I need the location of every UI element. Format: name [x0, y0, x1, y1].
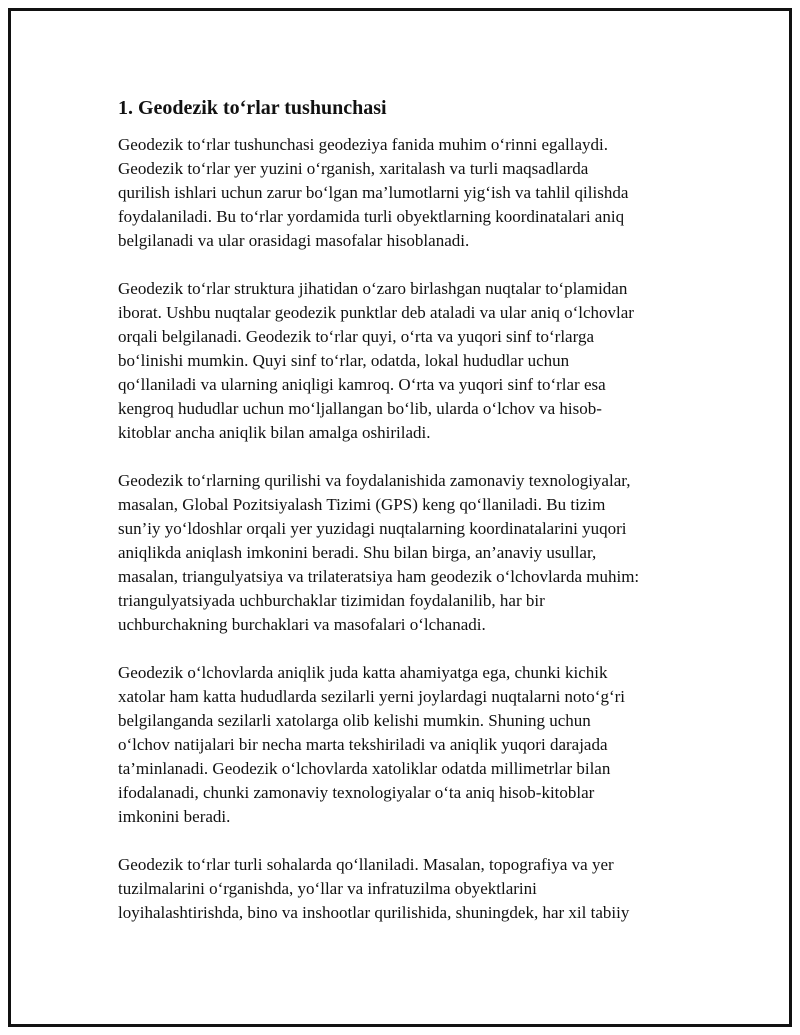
paragraph-3: Geodezik to‘rlarning qurilishi va foydalanishida zamonaviy texnologiyalar, masalan, Global Pozitsiyalash Tizimi (GPS) keng qo‘llaniladi. Bu tizim sun’iy yo‘ldoshlar orqali yer yuzidagi nuqtalarning koordinatalarini yuqori aniqlikda aniqlash imkonini beradi. Shu bilan birga, an’anaviy usullar, masalan, triangulyatsiya va trilateratsiya ham geodezik o‘lchovlarda muhim: triangulyatsiyada uchburchaklar tizimidan foydalanilib, har bir uchburchakning burchaklari va masofalari o‘lchanadi. [118, 471, 640, 634]
paragraph-4: Geodezik o‘lchovlarda aniqlik juda katta ahamiyatga ega, chunki kichik xatolar ham katta hududlarda sezilarli yerni joylardagi nuqtalarni noto‘g‘ri belgilanganda sezilarli xatolarga olib kelishi mumkin. Shuning uchun o‘lchov natijalari bir necha marta tekshiriladi va aniqlik yuqori darajada ta’minlanadi. Geodezik o‘lchovlarda xatoliklar odatda millimetrlar bilan ifodalanadi, chunki zamonaviy texnologiyalar o‘ta aniq hisob-kitoblar imkonini beradi. [118, 663, 625, 826]
paragraph-5: Geodezik to‘rlar turli sohalarda qo‘llaniladi. Masalan, topografiya va yer tuzilmalarini o‘rganishda, yo‘llar va infratuzilma obyektlarini loyihalashtirishda, bino va inshootlar qurilishida, shuningdek, har xil tabiiy [118, 855, 630, 922]
document-body [118, 95, 698, 949]
paragraph-1: Geodezik to‘rlar tushunchasi geodeziya fanida muhim o‘rinni egallaydi. Geodezik to‘rlar yer yuzini o‘rganish, xaritalash va turli maqsadlarda qurilish ishlari uchun zarur bo‘lgan ma’lumotlarni yig‘ish va tahlil qilishda foydalaniladi. Bu to‘rlar yordamida turli obyektlarning koordinatalari aniq belgilanadi va ular orasidagi masofalar hisoblanadi. [118, 135, 629, 250]
section-title: 1. Geodezik to‘rlar tushunchasi [118, 97, 387, 119]
paragraph-2: Geodezik to‘rlar struktura jihatidan o‘zaro birlashgan nuqtalar to‘plamidan iborat. Ushbu nuqtalar geodezik punktlar deb ataladi va ular aniq o‘lchovlar orqali belgilanadi. Geodezik to‘rlar quyi, o‘rta va yuqori sinf to‘rlarga bo‘linishi mumkin. Quyi sinf to‘rlar, odatda, lokal hududlar uchun qo‘llaniladi va ularning aniqligi kamroq. O‘rta va yuqori sinf to‘rlar esa kengroq hududlar uchun mo‘ljallangan bo‘lib, ularda o‘lchov va hisob- kitoblar ancha aniqlik bilan amalga oshiriladi. [118, 279, 634, 442]
